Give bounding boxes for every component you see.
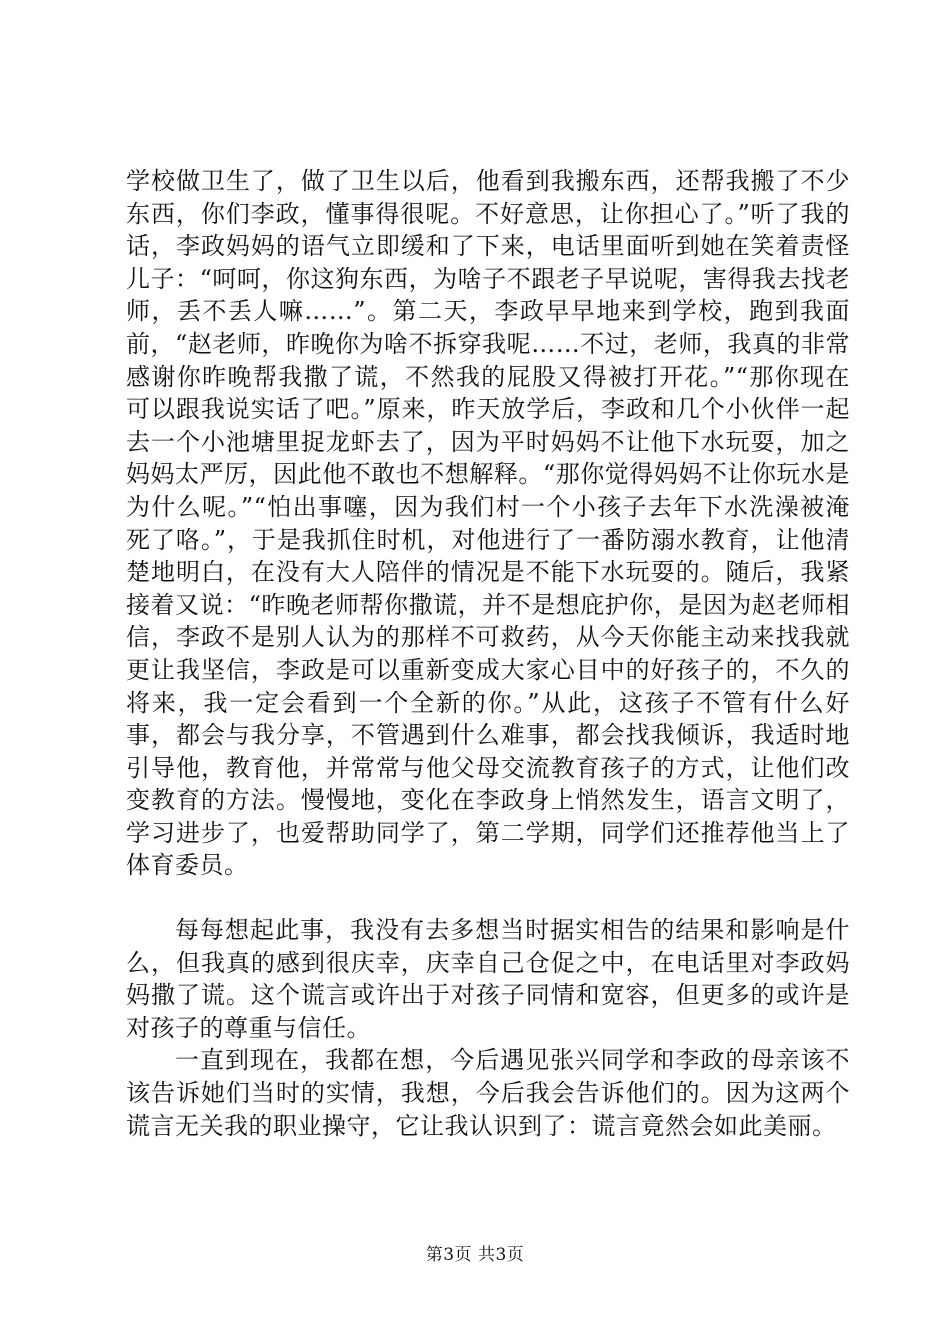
paragraph-1: 学校做卫生了，做了卫生以后，他看到我搬东西，还帮我搬了不少东西，你们李政，懂事得很呢。不好意思，让你担心了。”听了我的话，李政妈妈的语气立即缓和了下来，电话里面听到她在笑着责怪儿子：“呵呵，你这狗东西，为啥子不跟老子早说呢，害得我去找老师，丢不丢人嘛……”。第二天，李政早早地来到学校，跑到我面前，“赵老师，昨晚你为啥不拆穿我呢……不过，老师，我真的非常感谢你昨晚帮我撒了谎，不然我的屁股又得被打开花。”“那你现在可以跟我说实话了吧。”原来，昨天放学后，李政和几个小伙伴一起去一个小池塘里捉龙虾去了，因为平时妈妈不让他下水玩耍，加之妈妈太严厉，因此他不敢也不想解释。“那你觉得妈妈不让你玩水是为什么呢。”“怕出事噻，因为我们村一个小孩子去年下水洗澡被淹死了咯。”，于是我抓住时机，对他进行了一番防溺水教育，让他清楚地明白，在没有大人陪伴的情况是不能下水玩耍的。随后，我紧接着又说：“昨晚老师帮你撒谎，并不是想庇护你，是因为赵老师相信，李政不是别人认为的那样不可救药，从今天你能主动来找我就更让我坚信，李政是可以重新变成大家心目中的好孩子的，不久的将来，我一定会看到一个全新的你。”从此，这孩子不管有什么好事，都会与我分享，不管遇到什么难事，都会找我倾诉，我适时地引导他，教育他，并常常与他父母交流教育孩子的方式，让他们改变教育的方法。慢慢地，变化在李政身上悄然发生，语言文明了，学习进步了，也爱帮助同学了，第二学期，同学们还推荐他当上了体育委员。 xyxy=(126,167,850,880)
paragraph-3: 一直到现在，我都在想，今后遇见张兴同学和李政的母亲该不该告诉她们当时的实情，我想，今后我会告诉他们的。因为这两个谎言无关我的职业操守，它让我认识到了：谎言竟然会如此美丽。 xyxy=(126,1046,850,1140)
document-body xyxy=(126,165,850,1142)
paragraph-2: 每每想起此事，我没有去多想当时据实相告的结果和影响是什么，但我真的感到很庆幸，庆幸自己仓促之中，在电话里对李政妈妈撒了谎。这个谎言或许出于对孩子同情和宽容，但更多的或许是对孩子的尊重与信任。 xyxy=(126,916,850,1042)
page-number-footer: 第3页 共3页 xyxy=(425,1245,525,1265)
paragraph-spacer xyxy=(126,882,850,914)
